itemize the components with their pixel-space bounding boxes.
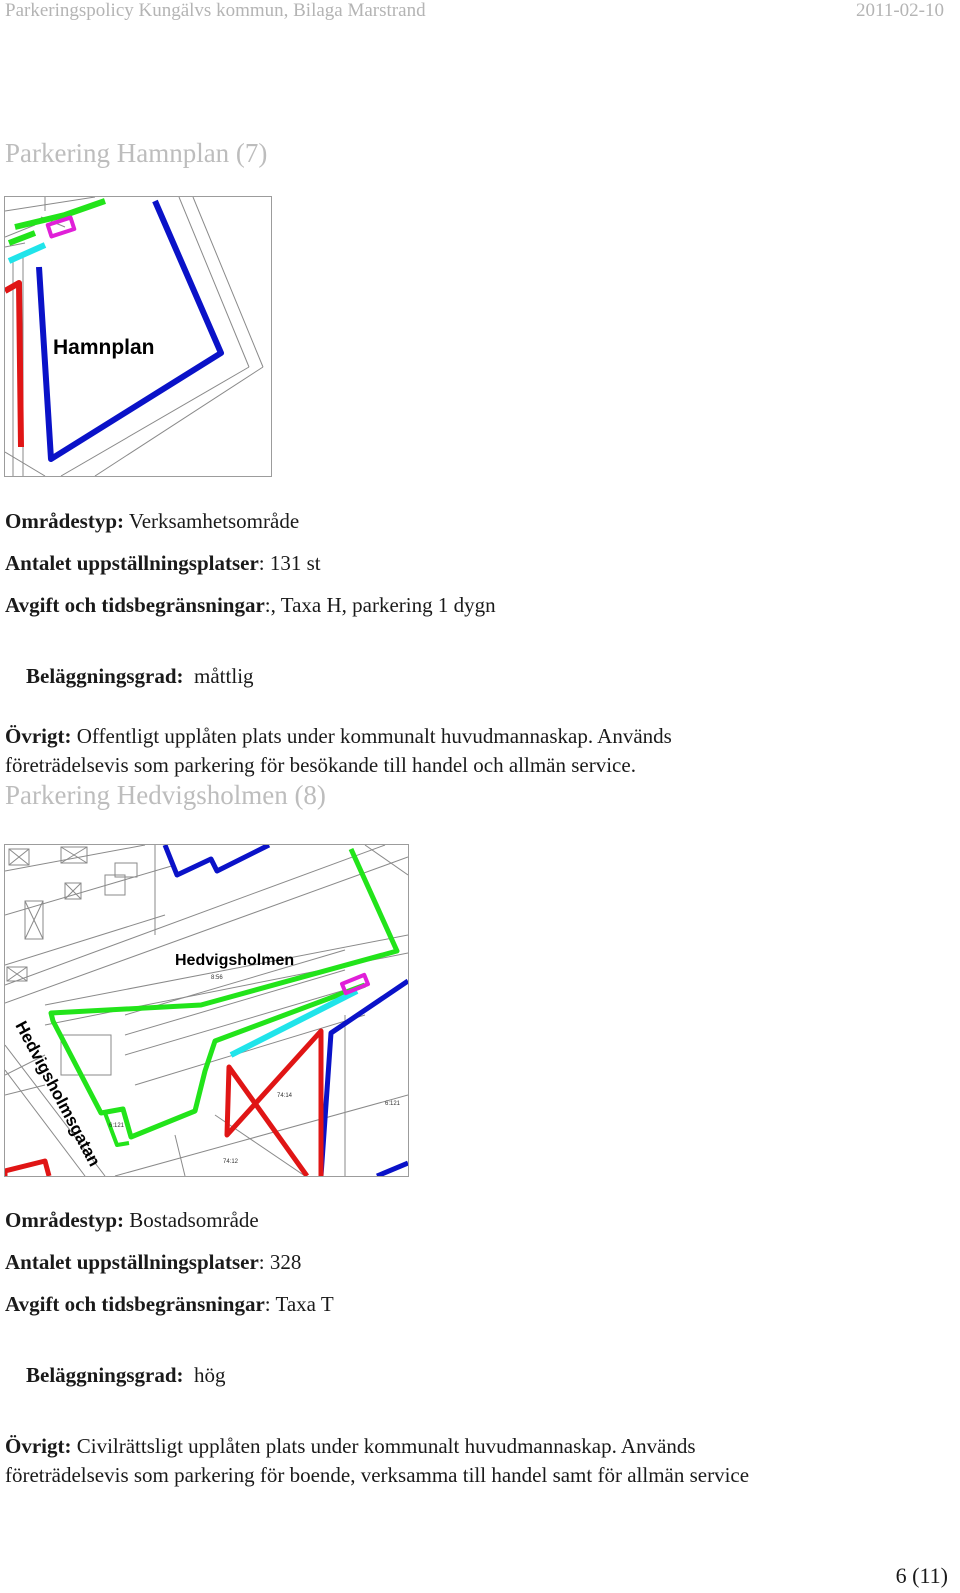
page-number: 6 (11) — [895, 1563, 948, 1588]
field-label: Avgift och tidsbegränsningar — [5, 1292, 265, 1316]
field-label: Övrigt: — [5, 724, 72, 748]
field-label: Antalet uppställningsplatser — [5, 1250, 259, 1274]
field-value: :, Taxa H, parkering 1 dygn — [264, 593, 496, 617]
map-street-label: Hedvigsholmsgatan — [11, 1017, 105, 1170]
field-ovrigt-continued: företrädelsevis som parkering för besökande till handel och allmän service. — [5, 753, 636, 777]
field-ovrigt-continued: företrädelsevis som parkering för boende, verksamma till handel samt för allmän service — [5, 1463, 750, 1487]
map-parcel-label: 6:121 — [385, 1101, 401, 1107]
field-ovrigt — [5, 1432, 945, 1461]
field-label: Avgift och tidsbegränsningar — [5, 593, 265, 617]
field-value: hög — [183, 1363, 226, 1387]
field-ovrigt — [5, 722, 945, 751]
field-value: måttlig — [183, 664, 254, 688]
map-parcel-label: 6:121 — [109, 1123, 125, 1129]
map-hamnplan-label: Hamnplan — [53, 336, 155, 359]
field-avgift — [5, 1290, 945, 1319]
map-hedvigsholmen-drawing — [5, 845, 408, 1176]
map-hedvigsholmen-label: Hedvigsholmen — [175, 952, 295, 969]
field-value: Verksamhetsområde — [124, 509, 300, 533]
field-value: Civilrättsligt upplåten plats under kommunalt huvudmannaskap. Används — [71, 1434, 696, 1458]
map-hedvigsholmen — [4, 844, 409, 1177]
field-antal — [5, 549, 945, 578]
field-label: Områdestyp: — [5, 1208, 124, 1232]
map-parcel-label: 74:12 — [223, 1159, 239, 1165]
field-label: Antalet uppställningsplatser — [5, 551, 259, 575]
field-label: Beläggningsgrad: — [26, 664, 184, 688]
document-header-title: Parkeringspolicy Kungälvs kommun, Bilaga Marstrand — [5, 0, 426, 21]
field-omradestyp — [5, 1206, 945, 1235]
field-antal — [5, 1248, 945, 1277]
field-value: : 328 — [258, 1250, 302, 1274]
field-label: Områdestyp: — [5, 509, 124, 533]
field-value: Bostadsområde — [124, 1208, 259, 1232]
map-hamnplan-drawing — [5, 197, 271, 476]
field-avgift — [5, 591, 945, 620]
field-omradestyp — [5, 507, 945, 536]
section-title-hedvigsholmen: Parkering Hedvigsholmen (8) — [5, 780, 326, 810]
map-parcel-label: 74:14 — [277, 1093, 293, 1099]
info-block-hedvigsholmen — [5, 1206, 945, 1490]
info-block-hamnplan — [5, 507, 945, 780]
field-belaggningsgrad — [5, 1332, 945, 1419]
field-label: Beläggningsgrad: — [26, 1363, 184, 1387]
map-hamnplan — [4, 196, 272, 477]
field-label: Övrigt: — [5, 1434, 72, 1458]
field-value: : 131 st — [258, 551, 321, 575]
map-parcel-label: 8:56 — [211, 975, 223, 981]
section-title-hamnplan: Parkering Hamnplan (7) — [5, 138, 268, 168]
field-value: : Taxa T — [264, 1292, 334, 1316]
field-value: Offentligt upplåten plats under kommunalt huvudmannaskap. Används — [71, 724, 672, 748]
field-belaggningsgrad — [5, 633, 945, 720]
document-header-date: 2011-02-10 — [856, 0, 944, 21]
